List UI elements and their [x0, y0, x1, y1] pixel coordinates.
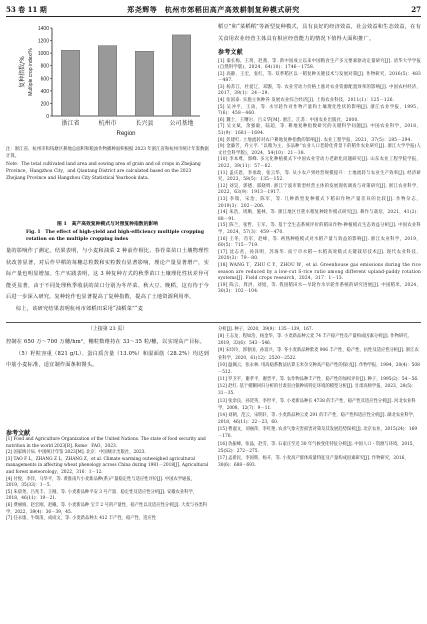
reference-item: [14] 刘朝，范云，宋明轩，等. 小麦新品种云麦 291 的丰产性、稳产性和适应性分析[J]. 湖北农业科学，2018，46(11)：22－23，60.	[218, 412, 418, 426]
bar-1	[98, 46, 117, 116]
references-bottom-right	[218, 326, 421, 469]
reference-item: [3] TAO F L，ZHANG Z L，ZHANG Z，et al. Climate warming outweighed agricultural managements in affecting wheat phenology across China during 1981－2018[J]. Agricultural and forest meteorology，2022，316：1－12.	[6, 456, 209, 475]
reference-item: [6] 费丽娟，赵宏刚，赵曦，等. 小麦新品种 宝丰 2 号的产量性、稳产性以及适应性分析[J]. 大麦与谷类科学，2022，39(4)：36－39，45.	[6, 502, 207, 515]
reference-item: [4] 付悦，李洋，马华平，等. 黄淮南片小麦新品种(系)产量稳定性与适应性评价[J]. 中国农学通报，2019，35(33)：1－5.	[6, 476, 195, 489]
figure-note-cn: 注：浙江省、杭州市和钱塘区耕地总面积和粮油作物播种面积根据 2023 年浙江省和杭州市统计年鉴数据计算。	[6, 147, 209, 160]
reference-item: [1] 秦长梅，王玥，赵燕，等. 新中国成立以来中国粮食生产多元要素驱动定量研究[J]. 清华大学学报(自然科学版)，2024，64(10)：1746－1758.	[218, 58, 421, 71]
x-tick-label: 公司基地	[169, 120, 194, 127]
reference-item: [11] 罗卫平，谢孝平，谢晋平，等. 农作物品种丰产性、稳产性的加权评价[J]. 种子，1995(2)：54－56.	[218, 377, 419, 383]
body-text-left	[6, 246, 209, 315]
x-tick-label: 长兴县	[135, 120, 154, 127]
reference-item: [14] 朱浩，周顺，施林，等. 浙江地区甘蔗水稻复种轮作模式研究[J]. 耕作与栽培，2021，41(2)：88－91.	[218, 210, 421, 222]
references-list	[218, 59, 421, 296]
reference-item: [2] 国家统计局. 中国统计年鉴 2023[M]. 北京：中国统计出版社，2023.	[6, 450, 146, 456]
reference-item: [8] 王志龙，程如浩，杨金华，等. 小麦新品种云麦 74 丰产稳产性及产量构成因素分析[J]. 作物研究，2019，33(6)：543－546.	[218, 334, 412, 347]
reference-item: [5] 吴冲平，王南，等. 水旱轮作对作物产量和土壤理化性状的影响[J]. 浙江农业学报，1995，7(6)：458－460.	[218, 104, 421, 117]
reference-item: [9] 宋玲玲，郭春国，孙富兴，等. 冬小麦新品种紫麦 906 丰产性、稳产性、抗性及适应性分析[J]. 浙江农业科学，2020，61(12)：2520－2522.	[218, 348, 419, 361]
body-paragraph: 量的影响作了测定。结果表明，与小麦和油菜 2 种前作相比，春茬菜苗口土壤物理性状改善显著，对后作早稻的每穗总粒数和实粒数有显著影响，理论产量显著增产，实际产量也明显增加。生产实践表明，这 3 种复种方式的秋季苗口土壤理化性状差异可能更显著，由于不同处理秋季收获的苗口分别为冬芹菜、秋大豆、晚稻，这有待于今后进一步深入研究。复种轮作也显著提高了复种指数，提高了土地资源利用率。	[6, 248, 209, 300]
reference-item: [1] Food and Agriculture Organization of the United Nations. The state of food security and nutrition in the world 2023[R]. Rome：FAO，2023.	[6, 437, 206, 449]
references-list	[6, 437, 209, 523]
x-tick-label: 杭州市	[98, 120, 117, 127]
reference-item: [17] 孟新民，李国辉，杨卉，等. 小麦高产群体质量特征及产量构成因素研究[J]. 作物研究，2016，30(6)：688－693.	[218, 455, 409, 468]
journal-issue: 53 卷 11 期	[6, 5, 47, 14]
reference-item: [6] 魏士，王曙尔，吕义华[M]. 浙江，江苏：中国农业出版社，2000.	[218, 117, 359, 123]
reference-item: [7] 吴文斌，余强毅，陆超，等. 耕地复种指数研究的关键科学问题[J]. 中国农业科学，2018，51(9)：1681－1694.	[218, 124, 421, 137]
reference-item: [19] 陈云，周洪，刘旭，等. 我国稻田水—旱轮作水旱轮作系统的研究进展[J]. 中国稻米，2024，30(3)：102－104.	[218, 282, 421, 295]
y-tick-label: 0	[46, 114, 49, 120]
figure-caption-en: Fig. 1 The effect of high-yield and high-efficiency multiple cropping rotation on the multiple cropping index	[26, 230, 204, 242]
reference-item: [9] 金廉芳，乔立平. “以粮为主，多品种”农业人口老龄化背景下的稻作农业研究[J]. 浙江大学学报(人文社会科学版)，2024，54(10)：21－38.	[218, 144, 421, 156]
reference-item: [8] 彭建红. 土地流转对农户耕地复种指数的影响[J]. 农业工程学报，2021，37(5)：285－294.	[218, 137, 413, 143]
reference-item: 分析[J]. 种子，2020，39(9)：135－139，167.	[218, 327, 313, 332]
reference-item: [15] 陈兰，张哲，王军，等. 基于全生态系统评价的稻田作物-种植模式生态效益分析[J]. 中国农业科学，2024，57(3)：459－470.	[218, 223, 421, 235]
reference-item: [18] WANG T，ZHU C Y，ZHOU W，et al. Greenhouse gas emissions during the rice season are reduced by a low-cut S-rice ratio among different upland-paddy rotation systems[J]. Field crops research，2024，317：1－13.	[218, 262, 421, 282]
x-tick-label: 浙江省	[61, 120, 80, 127]
page-number: 27	[411, 5, 421, 14]
y-tick-label: 200	[40, 101, 49, 108]
body-paragraph: （5）籽粒容重（821 g/L）、蛋白质含量（13.0%）和湿面筋（28.2%）均达到中筋小麦标准，适宜制作面条和馒头。	[6, 350, 209, 368]
y-tick-label: 600	[40, 76, 49, 83]
reference-item: [13] 张余良，孙贺英，李世平，等. 小麦新品种长 4738 的丰产性、稳产性及适应性分析[J]. 河北农业科学，2008，12(7)：9－11.	[218, 398, 416, 411]
references-title: 参考文献	[218, 49, 243, 56]
body-text-right	[218, 22, 421, 296]
body-paragraph: 控制在 650 万～700 万穗/hm²，穗粒数维持在 33～35 粒/穗，以实现高产目标。	[6, 339, 206, 345]
reference-item: [16] 王冬，肖军，赵峰，等. 两熟种植模式对水稻产量与效益的影响[J]. 浙江农业科学，2019，60(5)：715－719.	[218, 236, 421, 249]
reference-item: [2] 高静，王宏，张红，等. 双季稻区以一稻复种关键技术与发展对策[J]. 作物研究，2016(5)：483－487.	[218, 71, 421, 84]
multiple-crop-index-chart	[6, 22, 208, 144]
reference-item: [5] 朱晨尧，吕兆丰，王刚，等. 小麦新品种平安 3 号产量、稳定性及适应性分析[J]. 安徽农业科学，2018，46(11)：19－21.	[6, 489, 198, 502]
reference-item: [11] 盖庆恩，李承政，张云华，等. 从小农户到经营规模提升：土地流转与农业生产效率[J]. 经济研究，2023，58(5)：135－152.	[218, 170, 421, 183]
references-list	[218, 326, 421, 469]
body-text-bottom-left	[6, 337, 209, 372]
reference-item: [17] 沈志君，孙泽明，苏海华. 南宁市水稻—水稻高效模式关键栽培技术[J]. 现代农业科技，2020(3)：79－80.	[218, 249, 421, 262]
body-paragraph-end: 综上，该研究结果表明杭州市郊稻田采用“油稻菜”“麦	[16, 305, 144, 312]
figure-caption-cn: 图 1 高产高效复种模式与对照复种指数的影响	[57, 221, 158, 227]
bar-0	[61, 50, 80, 116]
figure-note-en: Note：The total cultivated land area and sowing area of grain and oil crops in Zhejiang Province，Hangzhou City，and Qiantang District are calculated based on the 2023 Zhejiang Province and Hangzhou City Statistical Yearbook data.	[6, 161, 201, 182]
body-paragraph-right: 稻豆”和“菜稻稻”等新型复种模式，具有良好的经济效益，社会效益和生态效益，在有关食用农业经营主体具有相应经营能力的情况下值得大面积推广。	[218, 24, 421, 42]
y-tick-label: 1000	[37, 51, 49, 58]
reference-item: [16] 仇振峰，张晶，赵雪，等. 石家庄至近 30 年气候变化特征分析[J]. 中国人口・资源与环境，2015，25(S2)：272－275.	[218, 441, 417, 454]
continued-label: （上接第 23 页）	[87, 326, 128, 332]
x-axis-label: Region	[116, 131, 136, 137]
reference-item: [4] 张国泰. 实施立体种养 发展农业综合经济[J]. 上海农业科技，2011(1)：125－126.	[218, 98, 395, 104]
y-tick-label: 1400	[37, 26, 49, 32]
y-tick-label: 800	[40, 63, 49, 70]
reference-item: [10] 温佩云，张永林. 用高稳系数法估算玉米杂交种高产稳产性的探讨[J]. 作物学报，1994，20(4)：508－512.	[218, 362, 420, 375]
reference-item: [7] 任永康，牛瑞清，成成文，等. 小麦新品种太 412 丰产性、稳产性、适应性	[6, 516, 157, 522]
references-bottom-left	[6, 426, 209, 523]
running-title: 郑尧辉等 杭州市郊稻田高产高效耕制复种模式研究	[127, 5, 300, 14]
reference-item: [3] 杨苏江，杜爱辽，邓颢，等. 农业劳动力价格上涨对农业资源配置效率的影响[J]. 中国农村经济，2017，39(1)：24－29.	[218, 84, 421, 97]
y-tick-label: 400	[40, 88, 49, 95]
reference-item: [10] 李本尊，郭峰. 多元化种植模式下中国农业劳动力老龄化问题研究[J]. 山东农业工程学院学报，2022，39(11)：57－62.	[218, 157, 421, 169]
bar-2	[135, 51, 154, 116]
reference-item: [13] 李瑞，宋治，陈军，等. 几种新型复种模式下稻田作物产量差异的比较[J]. 作物杂志，2019(3)：202－206.	[218, 196, 421, 209]
bar-3	[172, 35, 191, 116]
figure-note	[6, 146, 209, 182]
references-title: 参考文献	[6, 430, 31, 437]
y-axis-label-en: Multiple crop index/%	[28, 48, 34, 96]
chart-svg	[6, 22, 208, 144]
reference-item: [12] 赵红. 基于模糊回归分析的甘肃省白银种质特定环境的模型分析[J]. 甘肃高师学报，2023，28(5)：31－35.	[218, 384, 416, 397]
running-header	[6, 4, 421, 17]
y-axis-label-cn: 复种指数/%	[19, 56, 26, 88]
reference-item: [15] 曹淑文，刘丽萍，李红艳. 农业气象灾害损害对策及其发展趋势探析[J]. 北京农业，2015(24)：169－170.	[218, 427, 418, 440]
reference-item: [12] 刘昊，郭德，邵晓明. 浙江宁波市新型经营主体的发展现状调查与对策研究[J]. 浙江农业科学，2022，63(9)：1913－1917.	[218, 183, 421, 196]
y-tick-label: 1200	[37, 38, 49, 45]
section-divider	[6, 322, 421, 323]
